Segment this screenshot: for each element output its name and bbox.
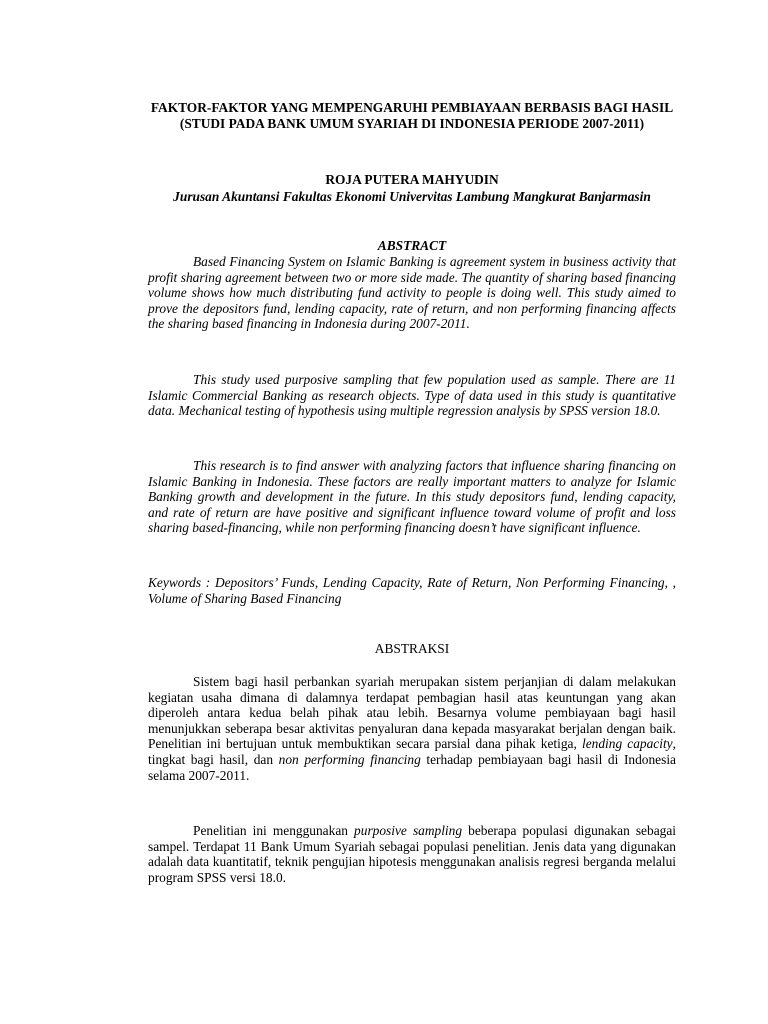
paper-title: FAKTOR-FAKTOR YANG MEMPENGARUHI PEMBIAYAAN BERBASIS BAGI HASIL (STUDI PADA BANK UMUM SYARIAH DI INDONESIA PERIODE 2007-2011): [150, 100, 674, 131]
paragraph-text: beberapa populasi digunakan sebagai sampel. Terdapat 11 Bank Umum Syariah sebagai populasi penelitian. Jenis data yang digunakan adalah data kuantitatif, teknik pengujian hipotesis menggunakan analisis regresi berganda melalui program SPSS versi 18.0.: [148, 823, 676, 885]
paragraph-text: , tingkat bagi hasil, dan: [148, 736, 676, 767]
abstraksi-paragraph: [148, 674, 676, 783]
italic-term: purposive sampling: [354, 823, 463, 838]
abstraksi-heading: ABSTRAKSI: [374, 641, 450, 656]
author-name: ROJA PUTERA MAHYUDIN: [325, 172, 499, 187]
abstraksi-paragraph: [148, 823, 676, 885]
paragraph-text: Penelitian ini menggunakan: [193, 823, 355, 838]
abstract-heading: ABSTRACT: [377, 238, 447, 253]
abstract-paragraph: This study used purposive sampling that few population used as sample. There are 11 Islamic Commercial Banking as research objects. Type of data used in this study is quantitative data. Mechanical testing of hypothesis using multiple regression analysis by SPSS version 18.0.: [148, 372, 676, 419]
keywords: Keywords : Depositors’ Funds, Lending Capacity, Rate of Return, Non Performing Financing, , Volume of Sharing Based Financing: [148, 575, 676, 606]
italic-term: non performing financing: [278, 751, 421, 767]
author-affiliation: Jurusan Akuntansi Fakultas Ekonomi Univervitas Lambung Mangkurat Banjarmasin: [173, 189, 651, 204]
abstract-paragraph: This research is to find answer with analyzing factors that influence sharing financing on Islamic Banking in Indonesia. These factors are really important matters to analyze for Islamic Banking growth and development in the future. In this study depositors fund, lending capacity, and rate of return are have positive and significant influence toward volume of profit and loss sharing based-financing, while non performing financing doesn’t have significant influence.: [148, 458, 676, 536]
italic-term: lending capacity: [581, 736, 673, 752]
paragraph-text: Sistem bagi hasil perbankan syariah merupakan sistem perjanjian di dalam melakukan kegiatan usaha dimana di dalamnya terdapat pembagian hasil atas keuntungan yang akan diperoleh antara kedua belah pihak atau lebih. Besarnya volume pembiayaan bagi hasil menunjukkan seberapa besar aktivitas penyaluran dana kepada masyarakat berjalan dengan baik. Penelitian ini bertujuan untuk membuktikan secara parsial dana pihak ketiga,: [148, 674, 676, 752]
paragraph-text: terhadap pembiayaan bagi hasil di Indonesia selama 2007-2011.: [148, 751, 677, 783]
abstract-paragraph: Based Financing System on Islamic Banking is agreement system in business activity that profit sharing agreement between two or more side made. The quantity of sharing based financing volume shows how much distributing fund activity to people is doing well. This study aimed to prove the depositors fund, lending capacity, rate of return, and non performing financing affects the sharing based financing in Indonesia during 2007-2011.: [148, 254, 676, 332]
